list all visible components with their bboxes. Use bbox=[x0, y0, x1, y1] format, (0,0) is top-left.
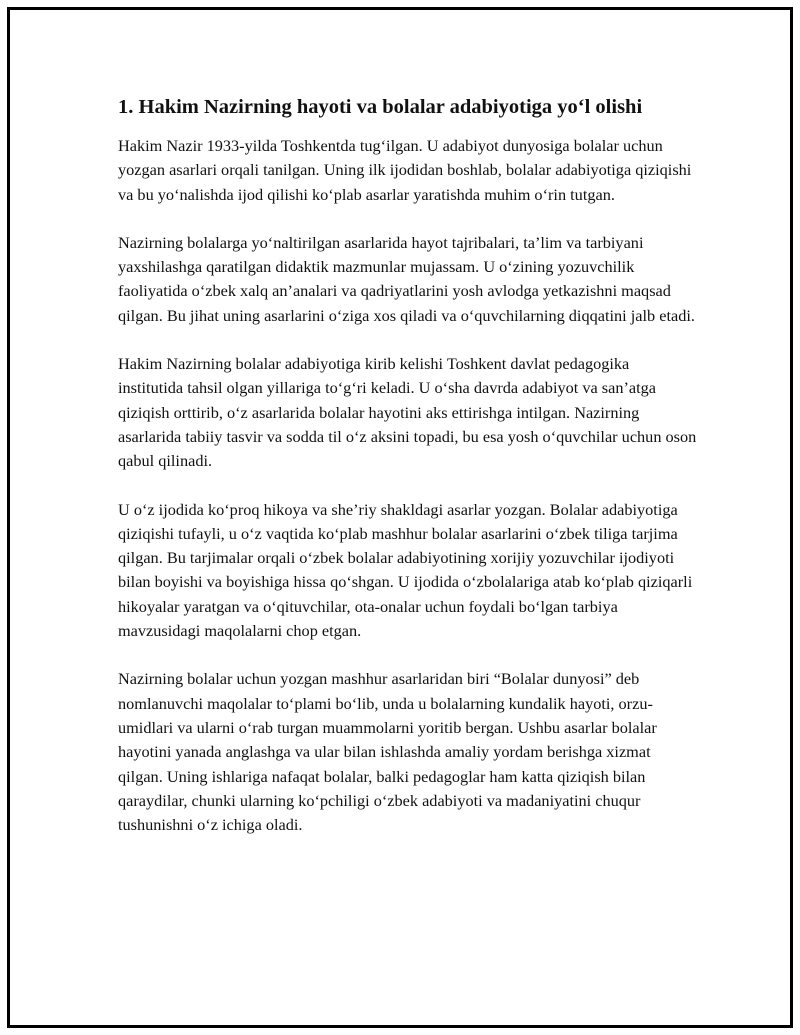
paragraph-1: Hakim Nazir 1933-yilda Toshkentda tug‘ilgan. U adabiyot dunyosiga bolalar uchun yozgan asarlari orqali tanilgan. Uning ilk ijodidan boshlab, bolalar adabiyotiga qiziqishi va bu yo‘nalishda ijod qilishi ko‘plab asarlar yaratishda muhim o‘rin tutgan. bbox=[118, 136, 692, 204]
paragraph-4: U o‘z ijodida ko‘proq hikoya va she’riy shakldagi asarlar yozgan. Bolalar adabiyotiga qiziqishi tufayli, u o‘z vaqtida ko‘plab mashhur bolalar asarlarini o‘zbek tiliga tarjima qilgan. Bu tarjimalar orqali o‘zbek bolalar adabiyotining xorijiy yozuvchilar ijodiyoti bilan boyishi va boyishiga hissa qo‘shgan. U ijodida o‘zbolalariga atab ko‘plab qiziqarli hikoyalar yaratgan va o‘qituvchilar, ota-onalar uchun foydali bo‘lgan tarbiya mavzusidagi maqolalarni chop etgan. bbox=[118, 499, 693, 641]
document-body bbox=[118, 92, 698, 861]
paragraph-5: Nazirning bolalar uchun yozgan mashhur asarlaridan biri “Bolalar dunyosi” deb nomlanuvchi maqolalar to‘plami bo‘lib, unda u bolalarning kundalik hayoti, orzu-umidlari va ularni o‘rab turgan muammolarni yoritib bergan. Ushbu asarlar bolalar hayotini yanada anglashga va ular bilan ishlashda amaliy yordam berishga xizmat qilgan. Uning ishlariga nafaqat bolalar, balki pedagoglar ham katta qiziqish bilan qaraydilar, chunki ularning ko‘pchiligi o‘zbek adabiyoti va madaniyatini chuqur tushunishni o‘z ichiga oladi. bbox=[118, 669, 657, 835]
paragraph-3: Hakim Nazirning bolalar adabiyotiga kirib kelishi Toshkent davlat pedagogika institutida tahsil olgan yillariga to‘g‘ri keladi. U o‘sha davrda adabiyot va san’atga qiziqish orttirib, o‘z asarlarida bolalar hayotini aks ettirishga intilgan. Nazirning asarlarida tabiiy tasvir va sodda til o‘z aksini topadi, bu esa yosh o‘quvchilar uchun oson qabul qilinadi. bbox=[118, 354, 697, 471]
paragraph-2: Nazirning bolalarga yo‘naltirilgan asarlarida hayot tajribalari, ta’lim va tarbiyani yaxshilashga qaratilgan didaktik mazmunlar mujassam. U o‘zining yozuvchilik faoliyatida o‘zbek xalq an’analari va qadriyatlarini yosh avlodga yetkazishni maqsad qilgan. Bu jihat uning asarlarini o‘ziga xos qiladi va o‘quvchilarning diqqatini jalb etadi. bbox=[118, 232, 695, 325]
section-heading: 1. Hakim Nazirning hayoti va bolalar adabiyotiga yo‘l olishi bbox=[118, 96, 643, 118]
